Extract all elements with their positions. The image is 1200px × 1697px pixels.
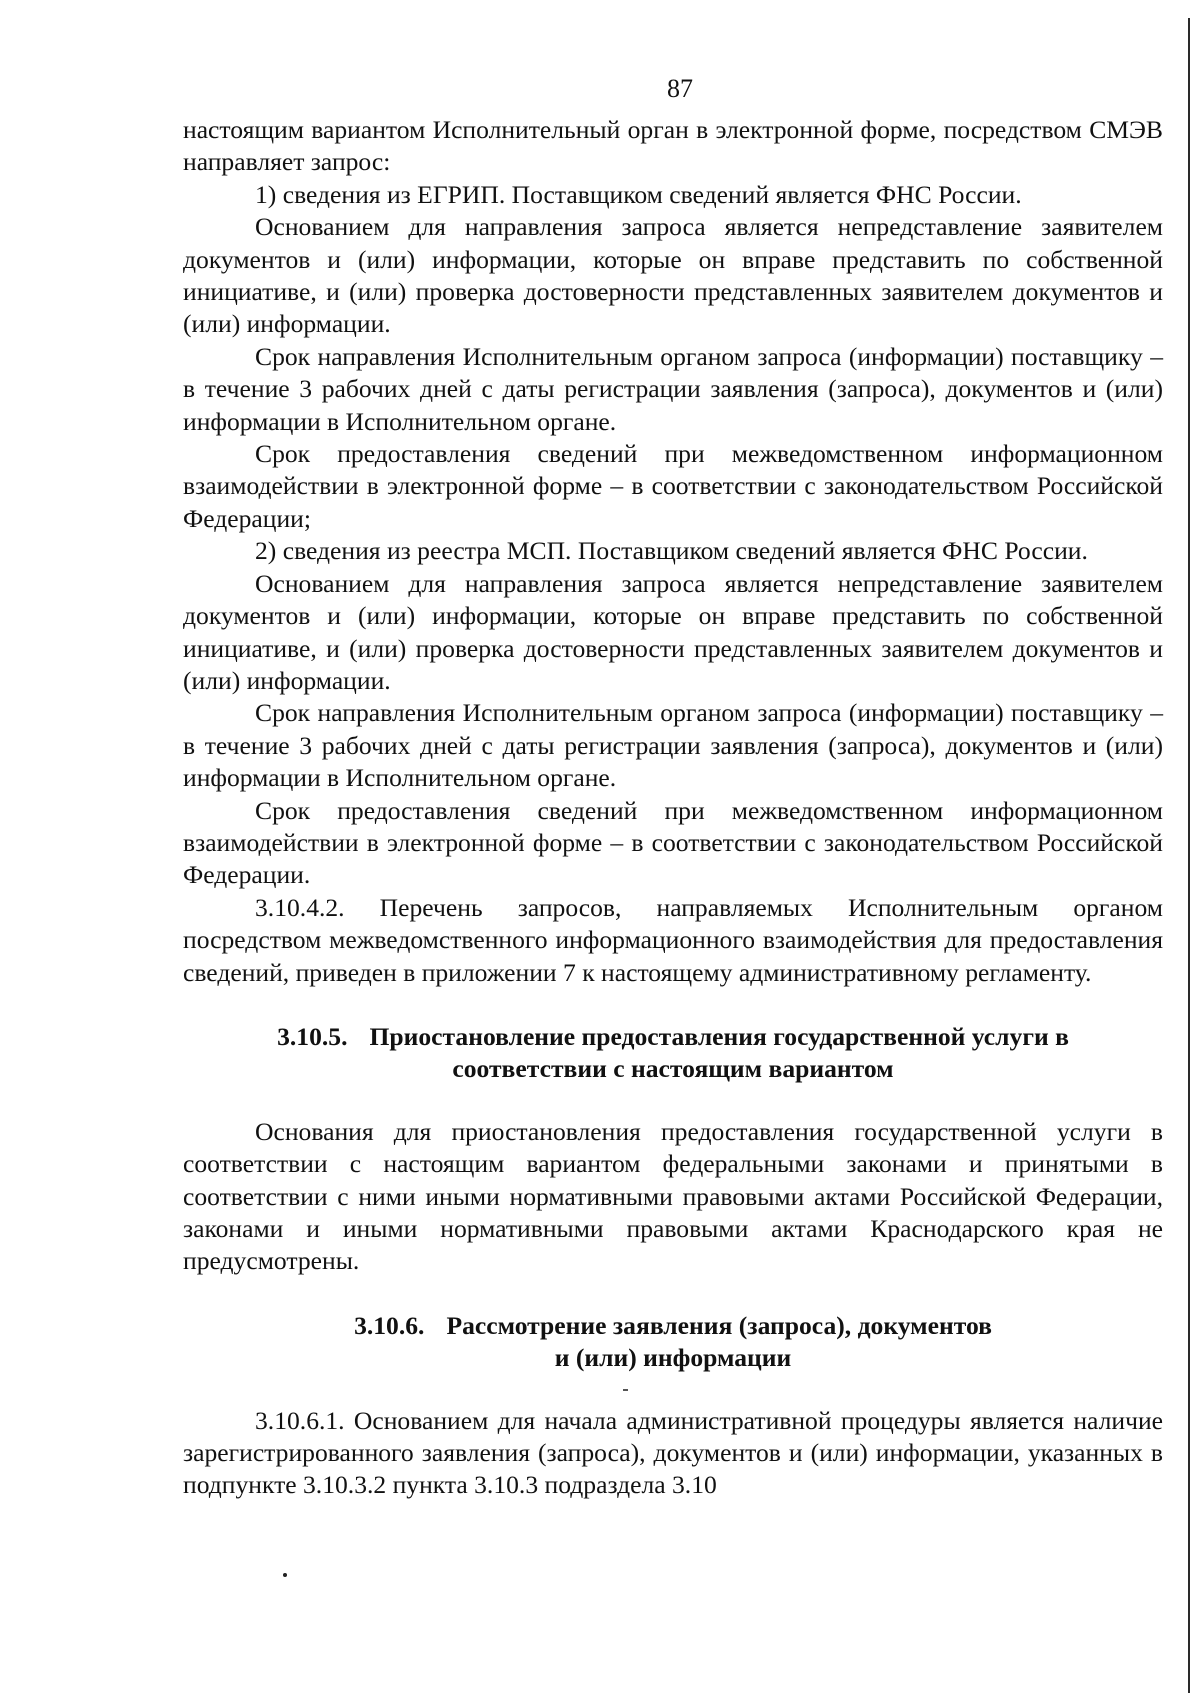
paragraph-review-basis: 3.10.6.1. Основанием для начала административной процедуры является наличие зарегистрированного заявления (запроса), документов и (или) информации, указанных в подпункте 3.10.3.2 пункта 3.10.3 подраздела 3.10 [183, 1405, 1163, 1500]
section-heading-3-10-5 [183, 1021, 1163, 1086]
paragraph-msp-basis: Основанием для направления запроса является непредставление заявителем документов и (или) информации, которые он вправе представить по собственной инициативе, и (или) проверка достоверности представленных заявителем документов и (или) информации. [183, 568, 1163, 695]
section-number: 3.10.5. [277, 1021, 348, 1051]
section-title-part-1: Приостановление предоставления государственной услуги в [369, 1021, 1069, 1051]
paragraph-msp-request-term: Срок направления Исполнительным органом запроса (информации) поставщику – в течение 3 рабочих дней с даты регистрации заявления (запроса), документов и (или) информации в Исполнительном органе. [183, 698, 1163, 793]
section-heading-3-10-6 [183, 1310, 1163, 1375]
paragraph-msp-item: 2) сведения из реестра МСП. Поставщиком сведений является ФНС России. [255, 536, 1088, 566]
section-heading-line-1 [183, 1021, 1163, 1053]
paragraph-egrip-item: 1) сведения из ЕГРИП. Поставщиком сведений является ФНС России. [255, 179, 1022, 209]
paragraph-egrip-response-term: Срок предоставления сведений при межведомственном информационном взаимодействии в электронной форме – в соответствии с законодательством Российской Федерации; [183, 439, 1163, 533]
document-body [183, 114, 1163, 1502]
paragraph-egrip-basis: Основанием для направления запроса является непредставление заявителем документов и (или) информации, которые он вправе представить по собственной инициативе, и (или) проверка достоверности представленных заявителем документов и (или) информации. [183, 212, 1163, 339]
paragraph-msp-response-term: Срок предоставления сведений при межведомственном информационном взаимодействии в электронной форме – в соответствии с законодательством Российской Федерации. [183, 795, 1163, 890]
scan-speck [623, 1389, 628, 1391]
section-title-part-1: Рассмотрение заявления (запроса), документов [446, 1310, 992, 1340]
paragraph-egrip-request-term: Срок направления Исполнительным органом запроса (информации) поставщику – в течение 3 рабочих дней с даты регистрации заявления (запроса), документов и (или) информации в Исполнительном органе. [183, 341, 1163, 436]
paragraph-intro: настоящим вариантом Исполнительный орган в электронной форме, посредством СМЭВ направляет запрос: [183, 115, 1163, 177]
section-title-part-2: и (или) информации [554, 1343, 792, 1373]
paragraph-request-list: 3.10.4.2. Перечень запросов, направляемых Исполнительным органом посредством межведомственного информационного взаимодействия для предоставления сведений, приведен в приложении 7 к настоящему административному регламенту. [183, 892, 1163, 987]
section-heading-line-1 [183, 1310, 1163, 1342]
scan-speck [283, 1573, 287, 1577]
paragraph-suspension-grounds: Основания для приостановления предоставления государственной услуги в соответствии с настоящим вариантом федеральными законами и принятыми в соответствии с ними иными нормативными правовыми актами Российской Федерации, законами и иными нормативными правовыми актами Краснодарского края не предусмотрены. [183, 1116, 1163, 1276]
section-title-part-2: соответствии с настоящим вариантом [452, 1054, 894, 1084]
page-number: 87 [667, 74, 693, 103]
section-number: 3.10.6. [354, 1310, 425, 1340]
scan-edge-line [1188, 18, 1190, 1693]
